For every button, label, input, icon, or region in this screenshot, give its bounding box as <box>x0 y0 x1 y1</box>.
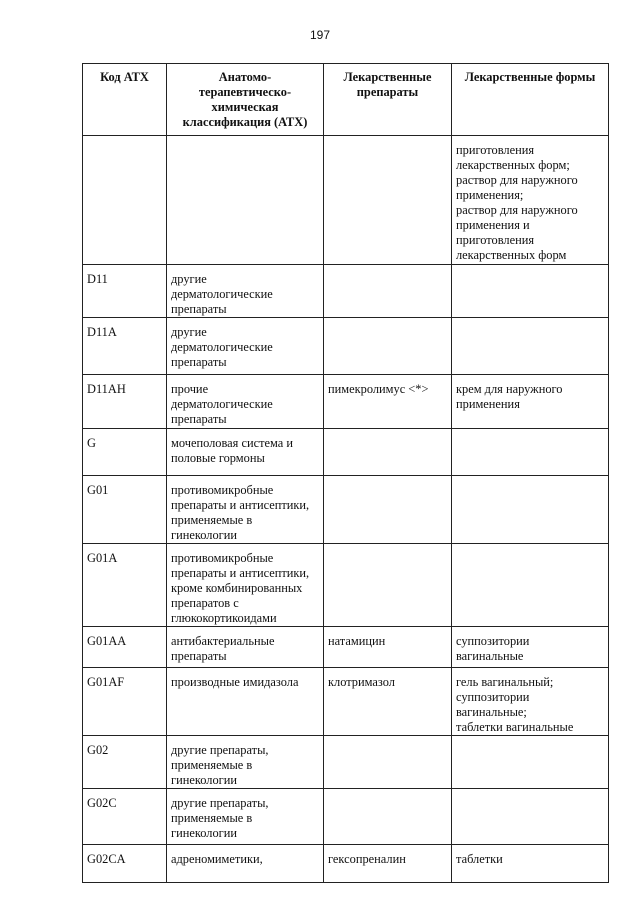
cell-atx-code: D11A <box>83 318 167 375</box>
table-row <box>83 789 609 845</box>
cell-atx-classification: производные имидазола <box>167 668 324 736</box>
header-row <box>83 64 609 136</box>
cell-atx-code <box>83 136 167 265</box>
cell-drug <box>324 318 452 375</box>
cell-atx-classification: другие препараты, применяемые в гинекологии <box>167 789 324 845</box>
table-row <box>83 429 609 476</box>
cell-atx-classification: другие препараты, применяемые в гинекологии <box>167 736 324 789</box>
cell-atx-code: D11AH <box>83 375 167 429</box>
table-row <box>83 476 609 544</box>
cell-dosage-forms: таблетки <box>452 845 609 883</box>
cell-drug <box>324 136 452 265</box>
cell-drug <box>324 476 452 544</box>
cell-drug <box>324 789 452 845</box>
table-row <box>83 375 609 429</box>
cell-drug: гексопреналин <box>324 845 452 883</box>
cell-atx-classification: прочие дерматологические препараты <box>167 375 324 429</box>
cell-drug <box>324 429 452 476</box>
table-row <box>83 265 609 318</box>
cell-atx-classification: антибактериальные препараты <box>167 627 324 668</box>
cell-atx-classification: противомикробные препараты и антисептики, кроме комбинированных препаратов с глюкокортикоидами <box>167 544 324 627</box>
cell-drug: пимекролимус <*> <box>324 375 452 429</box>
cell-atx-code: G02CA <box>83 845 167 883</box>
cell-atx-classification: мочеполовая система и половые гормоны <box>167 429 324 476</box>
cell-drug <box>324 544 452 627</box>
cell-atx-code: G02 <box>83 736 167 789</box>
table-row <box>83 668 609 736</box>
cell-atx-classification: адреномиметики, <box>167 845 324 883</box>
cell-drug: клотримазол <box>324 668 452 736</box>
cell-dosage-forms: гель вагинальный; суппозитории вагинальные; таблетки вагинальные <box>452 668 609 736</box>
cell-atx-code: D11 <box>83 265 167 318</box>
table-header <box>83 64 609 136</box>
cell-atx-code: G01A <box>83 544 167 627</box>
cell-atx-code: G01 <box>83 476 167 544</box>
table-row <box>83 318 609 375</box>
cell-atx-code: G <box>83 429 167 476</box>
cell-dosage-forms <box>452 789 609 845</box>
cell-dosage-forms: крем для наружного применения <box>452 375 609 429</box>
table-row <box>83 136 609 265</box>
table-row <box>83 736 609 789</box>
header-drugs: Лекарственные препараты <box>324 64 452 136</box>
cell-drug <box>324 736 452 789</box>
header-dosage-forms: Лекарственные формы <box>452 64 609 136</box>
cell-atx-code: G02C <box>83 789 167 845</box>
cell-dosage-forms <box>452 318 609 375</box>
cell-dosage-forms <box>452 544 609 627</box>
cell-atx-classification: противомикробные препараты и антисептики, применяемые в гинекологии <box>167 476 324 544</box>
cell-dosage-forms: приготовления лекарственных форм; раствор для наружного применения; раствор для наружного применения и приготовления лекарственных форм <box>452 136 609 265</box>
cell-dosage-forms <box>452 736 609 789</box>
table-body <box>83 136 609 883</box>
cell-atx-classification: другие дерматологические препараты <box>167 265 324 318</box>
cell-dosage-forms <box>452 429 609 476</box>
cell-atx-code: G01AA <box>83 627 167 668</box>
cell-dosage-forms <box>452 265 609 318</box>
cell-atx-code: G01AF <box>83 668 167 736</box>
page-number: 197 <box>309 28 331 42</box>
header-atx-classification: Анатомо- терапевтическо- химическая классификация (АТХ) <box>167 64 324 136</box>
table-row <box>83 627 609 668</box>
table-row <box>83 845 609 883</box>
cell-atx-classification: другие дерматологические препараты <box>167 318 324 375</box>
table-row <box>83 544 609 627</box>
atx-classification-table <box>82 63 609 883</box>
cell-drug: натамицин <box>324 627 452 668</box>
cell-dosage-forms <box>452 476 609 544</box>
cell-drug <box>324 265 452 318</box>
cell-dosage-forms: суппозитории вагинальные <box>452 627 609 668</box>
header-atx-code: Код АТХ <box>83 64 167 136</box>
cell-atx-classification <box>167 136 324 265</box>
